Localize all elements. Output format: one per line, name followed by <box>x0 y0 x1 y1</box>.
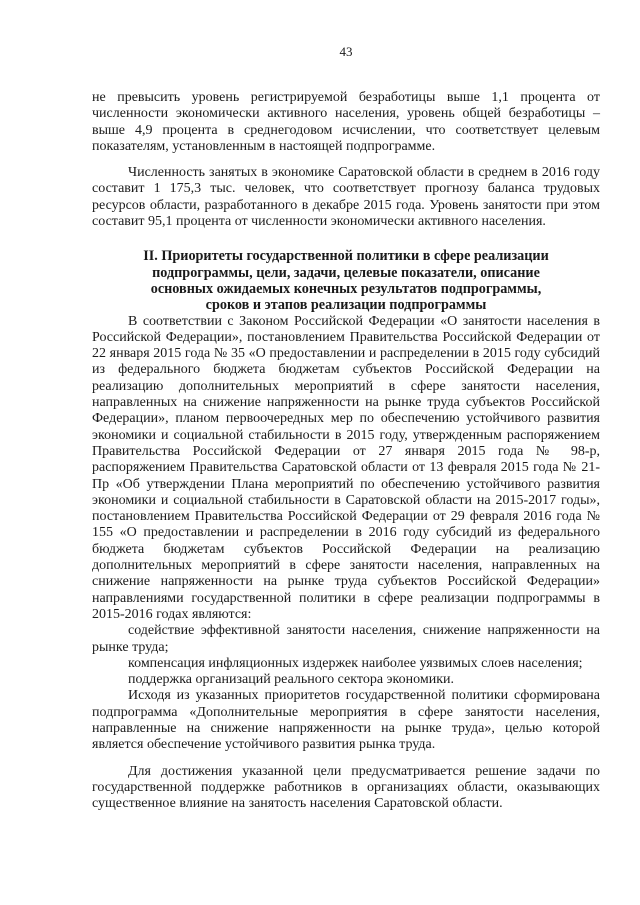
heading-line-4: сроков и этапов реализации подпрограммы <box>205 297 487 314</box>
heading-line-3: основных ожидаемых конечных результатов подпрограммы, <box>150 280 542 297</box>
heading-line-1: II. Приоритеты государственной политики в сфере реализации <box>143 248 549 265</box>
list-item: компенсация инфляционных издержек наиболее уязвимых слоев населения; <box>128 655 583 671</box>
priority-list <box>92 623 600 688</box>
page-number: 43 <box>339 44 353 59</box>
section-paragraph-1: В соответствии с Законом Российской Федерации «О занятости населения в Российской Федерации», постановлением Правительства Российской Федерации от 22 января 2015 года № 35 «О предоставлении и распределении в 2015 году субсидий из федерального бюджета бюджетам субъектов Российской Федерации на реализацию дополнительных мероприятий в сфере занятости населения, направленных на снижение напряженности на рынке труда субъектов Российской Федерации», планом первоочередных мер по обеспечению устойчивого развития экономики и социальной стабильности в 2015 году, утвержденным распоряжением Правительства Российской Федерации от 27 января 2015 года № 98-р, распоряжением Правительства Саратовской области от 13 февраля 2015 года № 21-Пр «Об утверждении Плана мероприятий по обеспечению устойчивого развития экономики и социальной стабильности в Саратовской области на 2015-2017 годы», постановлением Правительства Российской Федерации от 29 февраля 2016 года № 155 «О предоставлении и распределении в 2016 году субсидий из федерального бюджета бюджетам субъектов Российской Федерации на реализацию дополнительных мероприятий в сфере занятости населения, направленных на снижение напряженности на рынке труда субъектов Российской Федерации» направлениями государственной политики в сфере реализации подпрограммы в 2015-2016 годах являются: <box>92 313 600 622</box>
heading-line-2: подпрограммы, цели, задачи, целевые показатели, описание <box>152 264 540 281</box>
section-heading <box>92 248 600 313</box>
list-item: содействие эффективной занятости населения, снижение напряженности на рынке труда; <box>92 623 600 655</box>
intro-paragraph-2: Численность занятых в экономике Саратовской области в среднем в 2016 году составит 1 175,3 тыс. человек, что соответствует прогнозу баланса трудовых ресурсов области, разработанного в декабре 2015 года. Уровень занятости при этом составит 95,1 процента от численности экономически активного населения. <box>92 165 600 230</box>
intro-paragraph-1: не превысить уровень регистрируемой безработицы выше 1,1 процента от численности экономически активного населения, уровень общей безработицы – выше 4,9 процента в среднегодовом исчислении, что соответствует целевым показателям, установленным в настоящей подпрограмме. <box>92 90 600 154</box>
list-item: поддержка организаций реального сектора экономики. <box>128 672 454 688</box>
section-paragraph-2: Исходя из указанных приоритетов государственной политики сформирована подпрограмма «Дополнительные мероприятия в сфере занятости населения, направленные на снижение напряженности на рынке труда», целью которой является обеспечение устойчивого развития рынка труда. <box>92 688 600 753</box>
section-paragraph-3: Для достижения указанной цели предусматривается решение задачи по государственной поддержке работников в организациях области, оказывающих существенное влияние на занятость населения Саратовской области. <box>92 763 600 812</box>
